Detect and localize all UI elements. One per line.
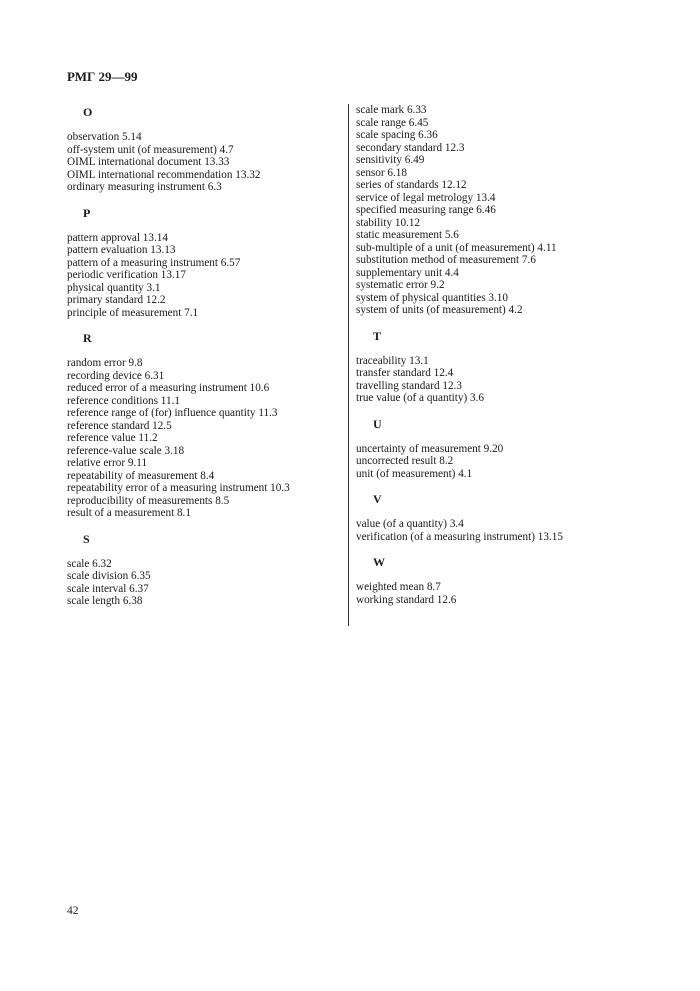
index-entry: off-system unit (of measurement) 4.7 bbox=[67, 143, 234, 156]
index-entry: sensor 6.18 bbox=[356, 166, 407, 179]
index-entry: observation 5.14 bbox=[67, 131, 142, 143]
index-entry: service of legal metrology 13.4 bbox=[356, 191, 496, 204]
index-entry: sensitivity 6.49 bbox=[356, 154, 425, 166]
index-entry: system of units (of measurement) 4.2 bbox=[356, 304, 523, 316]
index-entry: transfer standard 12.4 bbox=[356, 367, 454, 379]
index-entry: relative error 9.11 bbox=[67, 457, 148, 469]
index-entry: substitution method of measurement 7.6 bbox=[356, 254, 536, 266]
section-letter: R bbox=[83, 331, 92, 345]
index-entry: uncertainty of measurement 9.20 bbox=[356, 442, 504, 455]
index-entry: primary standard 12.2 bbox=[67, 294, 166, 306]
index-entry: unit (of measurement) 4.1 bbox=[356, 467, 473, 480]
index-entry: scale length 6.38 bbox=[67, 595, 143, 607]
section-letter: T bbox=[373, 328, 382, 343]
index-right-column bbox=[356, 104, 646, 618]
section-letter: S bbox=[83, 531, 90, 546]
index-entry: ordinary measuring instrument 6.3 bbox=[67, 181, 222, 193]
index-entry: physical quantity 3.1 bbox=[67, 281, 161, 294]
index-entry: working standard 12.6 bbox=[356, 593, 457, 606]
index-section-u bbox=[356, 417, 646, 481]
index-entry: reference value 11.2 bbox=[67, 432, 158, 444]
index-entry: reference range of (for) influence quantity 11.3 bbox=[67, 407, 278, 419]
index-entry: pattern evaluation 13.13 bbox=[67, 244, 176, 256]
index-entry: recording device 6.31 bbox=[67, 369, 165, 382]
index-section-v bbox=[356, 492, 646, 543]
index-entry: true value (of a quantity) 3.6 bbox=[356, 392, 484, 404]
index-section-s bbox=[67, 532, 335, 608]
section-letter: W bbox=[373, 555, 385, 569]
index-entry: uncorrected result 8.2 bbox=[356, 455, 454, 467]
index-section-r bbox=[67, 331, 335, 520]
index-entry: reference conditions 11.1 bbox=[67, 394, 180, 407]
index-entry: reduced error of a measuring instrument 10.6 bbox=[67, 382, 270, 394]
index-entry: OIML international recommendation 13.32 bbox=[67, 168, 261, 181]
index-entry: scale spacing 6.36 bbox=[356, 129, 438, 141]
index-entry: scale interval 6.37 bbox=[67, 582, 149, 595]
section-letter: P bbox=[83, 205, 91, 220]
page-title: РМГ 29—99 bbox=[67, 69, 138, 84]
index-entry: traceability 13.1 bbox=[356, 354, 429, 367]
section-letter: U bbox=[373, 416, 382, 431]
index-entry: weighted mean 8.7 bbox=[356, 581, 441, 593]
index-entry: periodic verification 13.17 bbox=[67, 269, 186, 281]
page-number: 42 bbox=[67, 905, 79, 917]
index-entry: reference standard 12.5 bbox=[67, 419, 172, 432]
index-entry: reproducibility of measurements 8.5 bbox=[67, 494, 230, 507]
column-divider bbox=[348, 104, 349, 626]
section-letter: V bbox=[373, 492, 382, 506]
index-section-s-continued bbox=[356, 104, 646, 317]
index-entry: scale 6.32 bbox=[67, 557, 112, 570]
index-section-o bbox=[67, 105, 335, 194]
index-entry: random error 9.8 bbox=[67, 357, 143, 369]
index-entry: systematic error 9.2 bbox=[356, 279, 445, 291]
index-entry: series of standards 12.12 bbox=[356, 179, 467, 191]
index-entry: supplementary unit 4.4 bbox=[356, 266, 459, 279]
index-section-w bbox=[356, 555, 646, 606]
index-entry: verification (of a measuring instrument) 13.15 bbox=[356, 530, 563, 543]
index-entry: sub-multiple of a unit (of measurement) 4.11 bbox=[356, 241, 557, 254]
index-entry: repeatability of measurement 8.4 bbox=[67, 469, 215, 482]
index-entry: repeatability error of a measuring instrument 10.3 bbox=[67, 482, 290, 494]
index-entry: secondary standard 12.3 bbox=[356, 141, 465, 154]
index-entry: pattern of a measuring instrument 6.57 bbox=[67, 256, 241, 269]
index-entry: result of a measurement 8.1 bbox=[67, 507, 191, 519]
index-entry: principle of measurement 7.1 bbox=[67, 306, 199, 319]
index-entry: pattern approval 13.14 bbox=[67, 231, 168, 244]
section-letter: O bbox=[83, 105, 93, 119]
index-entry: system of physical quantities 3.10 bbox=[356, 291, 508, 304]
index-entry: specified measuring range 6.46 bbox=[356, 204, 496, 216]
index-entry: static measurement 5.6 bbox=[356, 229, 459, 241]
index-entry: stability 10.12 bbox=[356, 216, 421, 229]
index-left-column bbox=[67, 104, 335, 620]
index-section-p bbox=[67, 206, 335, 320]
index-entry: scale range 6.45 bbox=[356, 116, 429, 129]
index-entry: value (of a quantity) 3.4 bbox=[356, 518, 464, 530]
index-section-t bbox=[356, 329, 646, 405]
index-entry: travelling standard 12.3 bbox=[356, 379, 462, 392]
index-entry: scale mark 6.33 bbox=[356, 104, 427, 116]
index-entry: reference-value scale 3.18 bbox=[67, 444, 185, 457]
index-entry: scale division 6.35 bbox=[67, 570, 151, 582]
index-entry: OIML international document 13.33 bbox=[67, 156, 230, 168]
